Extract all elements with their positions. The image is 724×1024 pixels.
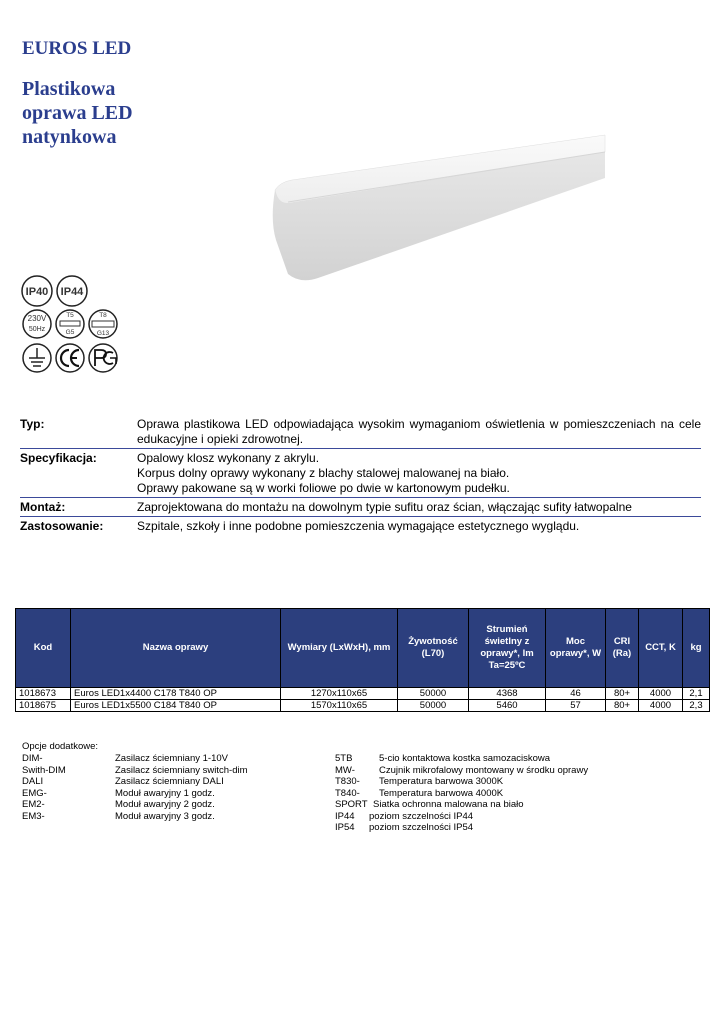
brand-title: EUROS LED — [22, 38, 132, 59]
cell-kod: 1018673 — [16, 688, 71, 700]
50hz-text: 50Hz — [28, 326, 46, 333]
option-item — [335, 811, 588, 823]
ip44-text: IP44 — [60, 286, 84, 298]
col-header-wymiary: Wymiary (LxWxH), mm — [281, 609, 398, 688]
subtitle-line-2: oprawa LED — [22, 102, 133, 124]
option-item — [335, 822, 588, 834]
option-desc: poziom szczelności IP54 — [369, 822, 474, 833]
option-item — [335, 776, 588, 788]
col-header-moc: Moc oprawy*, W — [546, 609, 606, 688]
option-code: 5TB — [335, 753, 353, 764]
specification-table — [20, 415, 701, 535]
cell-nazwa: Euros LED1x4400 C178 T840 OP — [71, 688, 281, 700]
option-desc: Temperatura barwowa 4000K — [379, 787, 504, 799]
cell-cct: 4000 — [639, 688, 683, 700]
spec-label: Zastosowanie: — [20, 519, 104, 533]
t8-g13-icon — [89, 310, 117, 338]
spec-row-zastosowanie — [20, 517, 701, 536]
option-code: T840- — [335, 787, 360, 799]
spec-value — [137, 449, 701, 498]
option-item — [335, 765, 588, 777]
product-table — [15, 608, 710, 712]
option-code: EM2- — [22, 799, 45, 810]
cell-zywotnosc: 50000 — [398, 700, 469, 712]
cell-zywotnosc: 50000 — [398, 688, 469, 700]
option-code: DIM- — [22, 753, 43, 764]
option-item — [22, 788, 248, 800]
col-header-cri: CRI (Ra) — [606, 609, 639, 688]
option-code: MW- — [335, 764, 355, 776]
option-code: EMG- — [22, 787, 47, 799]
spec-label: Typ: — [20, 415, 137, 449]
ip40-text: IP40 — [25, 286, 49, 298]
options-title: Opcje dodatkowe: — [22, 741, 99, 752]
options-list-left — [22, 753, 248, 822]
cell-kod: 1018675 — [16, 700, 71, 712]
ce-mark-icon — [56, 344, 84, 372]
option-item — [335, 788, 588, 800]
col-header-cct: CCT, K — [639, 609, 683, 688]
col-header-zywotnosc: Żywotność (L70) — [398, 609, 469, 688]
product-image — [250, 40, 610, 330]
230v-50hz-icon — [23, 310, 51, 338]
option-item — [22, 765, 248, 777]
option-code: SPORT — [335, 799, 368, 810]
spec-label: Montaż: — [20, 498, 137, 517]
cell-kg: 2,3 — [683, 700, 710, 712]
col-header-kg: kg — [683, 609, 710, 688]
ground-icon — [23, 344, 51, 372]
t5-g5-icon — [56, 310, 84, 338]
option-desc: Zasilacz ściemniany switch-dim — [115, 764, 248, 776]
spec-value: Szpitale, szkoły i inne podobne pomieszczenia wymagające estetycznego wyglądu. — [137, 519, 580, 533]
230v-text: 230V — [27, 314, 47, 323]
certification-icons — [20, 274, 130, 374]
subtitle-line-3: natynkowa — [22, 126, 117, 148]
col-header-strumien: Strumień świetlny z oprawy*, lm Ta=25ºC — [469, 609, 546, 688]
spec-label: Specyfikacja: — [20, 449, 137, 498]
cell-wymiary: 1570x110x65 — [281, 700, 398, 712]
cell-cct: 4000 — [639, 700, 683, 712]
option-code: T830- — [335, 776, 360, 787]
spec-value: Oprawa plastikowa LED odpowiadająca wysokim wymaganiom oświetlenia w pomieszczeniach na cele edukacyjne i opieki zdrowotnej. — [137, 415, 701, 449]
option-item — [335, 799, 588, 811]
option-item — [335, 753, 588, 765]
cell-wymiary: 1270x110x65 — [281, 688, 398, 700]
option-code: Swith-DIM — [22, 764, 66, 776]
options-section — [22, 741, 98, 754]
cell-moc: 57 — [546, 700, 606, 712]
ip40-icon — [22, 276, 52, 306]
option-code: IP54 — [335, 822, 355, 833]
spec-line: Korpus dolny oprawy wykonany z blachy stalowej malowanej na biało. — [137, 466, 510, 480]
cell-nazwa: Euros LED1x5500 C184 T840 OP — [71, 700, 281, 712]
table-row — [16, 700, 710, 712]
option-desc: Siatka ochronna malowana na biało — [373, 799, 524, 810]
spec-value: Zaprojektowana do montażu na dowolnym typie sufitu oraz ścian, włączając sufity łatwopalne — [137, 498, 701, 517]
option-desc: poziom szczelności IP44 — [369, 810, 474, 822]
g5-text: G5 — [65, 329, 75, 336]
col-header-kod: Kod — [16, 609, 71, 688]
spec-row-specyfikacja — [20, 449, 701, 498]
subtitle-line-1: Plastikowa — [22, 78, 116, 100]
spec-row-montaz — [20, 498, 701, 517]
t8-text: T8 — [99, 312, 107, 319]
option-code: EM3- — [22, 810, 45, 822]
options-list-right — [335, 753, 588, 834]
option-desc: 5-cio kontaktowa kostka samozaciskowa — [379, 753, 551, 764]
ip44-icon — [57, 276, 87, 306]
option-desc: Czujnik mikrofalowy montowany w środku oprawy — [379, 764, 589, 776]
option-desc: Zasilacz ściemniany DALI — [115, 776, 224, 787]
cell-kg: 2,1 — [683, 688, 710, 700]
table-row — [16, 688, 710, 700]
option-desc: Temperatura barwowa 3000K — [379, 776, 504, 787]
product-table-header — [16, 609, 710, 688]
col-header-nazwa: Nazwa oprawy — [71, 609, 281, 688]
option-item — [22, 811, 248, 823]
option-item — [22, 753, 248, 765]
g13-text: G13 — [96, 330, 110, 337]
cell-strumien: 5460 — [469, 700, 546, 712]
pc-mark-icon — [89, 344, 117, 372]
cell-moc: 46 — [546, 688, 606, 700]
spec-line: Opalowy klosz wykonany z akrylu. — [137, 451, 320, 465]
option-desc: Moduł awaryjny 2 godz. — [115, 799, 215, 810]
option-item — [22, 799, 248, 811]
option-code: IP44 — [335, 810, 355, 822]
option-desc: Moduł awaryjny 1 godz. — [115, 787, 215, 799]
cell-cri: 80+ — [606, 700, 639, 712]
product-subtitle — [22, 77, 242, 149]
option-item — [22, 776, 248, 788]
spec-row-typ — [20, 415, 701, 449]
t5-text: T5 — [66, 312, 74, 319]
option-desc: Zasilacz ściemniany 1-10V — [115, 753, 228, 764]
option-code: DALI — [22, 776, 44, 787]
option-desc: Moduł awaryjny 3 godz. — [115, 810, 215, 822]
cell-cri: 80+ — [606, 688, 639, 700]
spec-line: Oprawy pakowane są w worki foliowe po dwie w kartonowym pudełku. — [137, 481, 510, 495]
cell-strumien: 4368 — [469, 688, 546, 700]
